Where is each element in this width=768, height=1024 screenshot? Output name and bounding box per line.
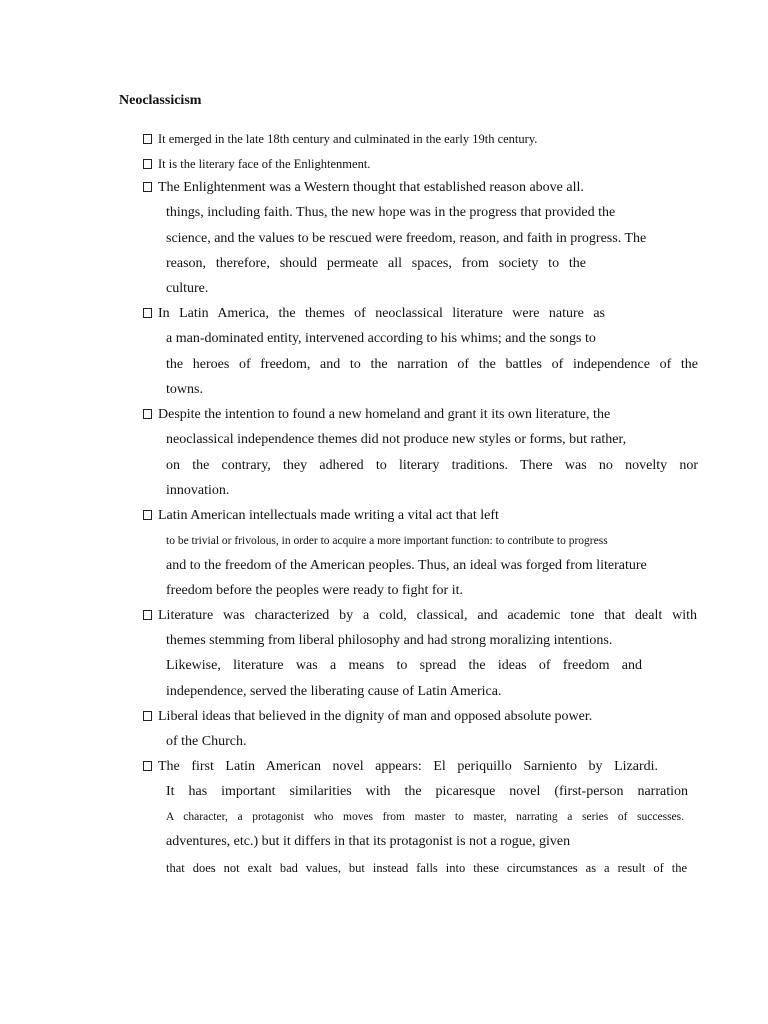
text-line: Likewise, literature was a means to spread the ideas of freedom and [166, 658, 642, 673]
text-line: The first Latin American novel appears: El periquillo Sarniento by Lizardi. [158, 759, 658, 774]
text-line: on the contrary, they adhered to literary traditions. There was no novelty nor [166, 458, 698, 473]
bullet-line [143, 305, 605, 323]
bullet-box-icon [143, 159, 152, 169]
text-line: It emerged in the late 18th century and culminated in the early 19th century. [158, 132, 538, 146]
text-line: and to the freedom of the American peoples. Thus, an ideal was forged from literature [166, 558, 647, 573]
bullet-box-icon [143, 134, 152, 144]
bullet-box-icon [143, 308, 152, 318]
text-line: The Enlightenment was a Western thought that established reason above all. [158, 180, 584, 195]
text-line: a man-dominated entity, intervened according to his whims; and the songs to [166, 331, 596, 346]
text-line: A character, a protagonist who moves from master to master, narrating a series of successes. [166, 811, 684, 823]
text-line: Liberal ideas that believed in the dignity of man and opposed absolute power. [158, 709, 593, 724]
text-line: towns. [166, 382, 203, 397]
text-line: neoclassical independence themes did not produce new styles or forms, but rather, [166, 432, 627, 447]
text-line: Literature was characterized by a cold, classical, and academic tone that dealt with [158, 608, 697, 623]
text-line: to be trivial or frivolous, in order to acquire a more important function: to contribute to progress [166, 535, 608, 547]
bullet-box-icon [143, 182, 152, 192]
bullet-line [143, 406, 610, 424]
text-line: It has important similarities with the picaresque novel (first-person narration [166, 784, 688, 799]
bullet-line [143, 130, 537, 148]
text-line: science, and the values to be rescued were freedom, reason, and faith in progress. The [166, 231, 647, 246]
bullet-box-icon [143, 409, 152, 419]
text-line: adventures, etc.) but it differs in that its protagonist is not a rogue, given [166, 834, 571, 849]
bullet-box-icon [143, 510, 152, 520]
bullet-box-icon [143, 610, 152, 620]
text-line: that does not exalt bad values, but instead falls into these circumstances as a result of the [166, 861, 687, 875]
bullet-line [143, 607, 697, 625]
bullet-line [143, 507, 499, 525]
text-line: themes stemming from liberal philosophy and had strong moralizing intentions. [166, 633, 613, 648]
text-line: In Latin America, the themes of neoclassical literature were nature as [158, 306, 605, 321]
text-line: the heroes of freedom, and to the narration of the battles of independence of the [166, 357, 698, 372]
text-line: innovation. [166, 483, 230, 498]
text-line: Latin American intellectuals made writing a vital act that left [158, 508, 499, 523]
bullet-box-icon [143, 761, 152, 771]
bullet-line [143, 758, 658, 776]
bullet-box-icon [143, 711, 152, 721]
bullet-line [143, 708, 592, 726]
text-line: freedom before the peoples were ready to fight for it. [166, 583, 463, 598]
text-line: of the Church. [166, 734, 247, 749]
bullet-line [143, 179, 584, 197]
document-title: Neoclassicism [119, 93, 202, 108]
text-line: Despite the intention to found a new homeland and grant it its own literature, the [158, 407, 611, 422]
text-line: things, including faith. Thus, the new hope was in the progress that provided the [166, 205, 616, 220]
text-line: It is the literary face of the Enlightenment. [158, 157, 371, 171]
bullet-line [143, 155, 370, 173]
text-line: independence, served the liberating cause of Latin America. [166, 684, 502, 699]
text-line: reason, therefore, should permeate all spaces, from society to the [166, 256, 586, 271]
text-line: culture. [166, 281, 209, 296]
